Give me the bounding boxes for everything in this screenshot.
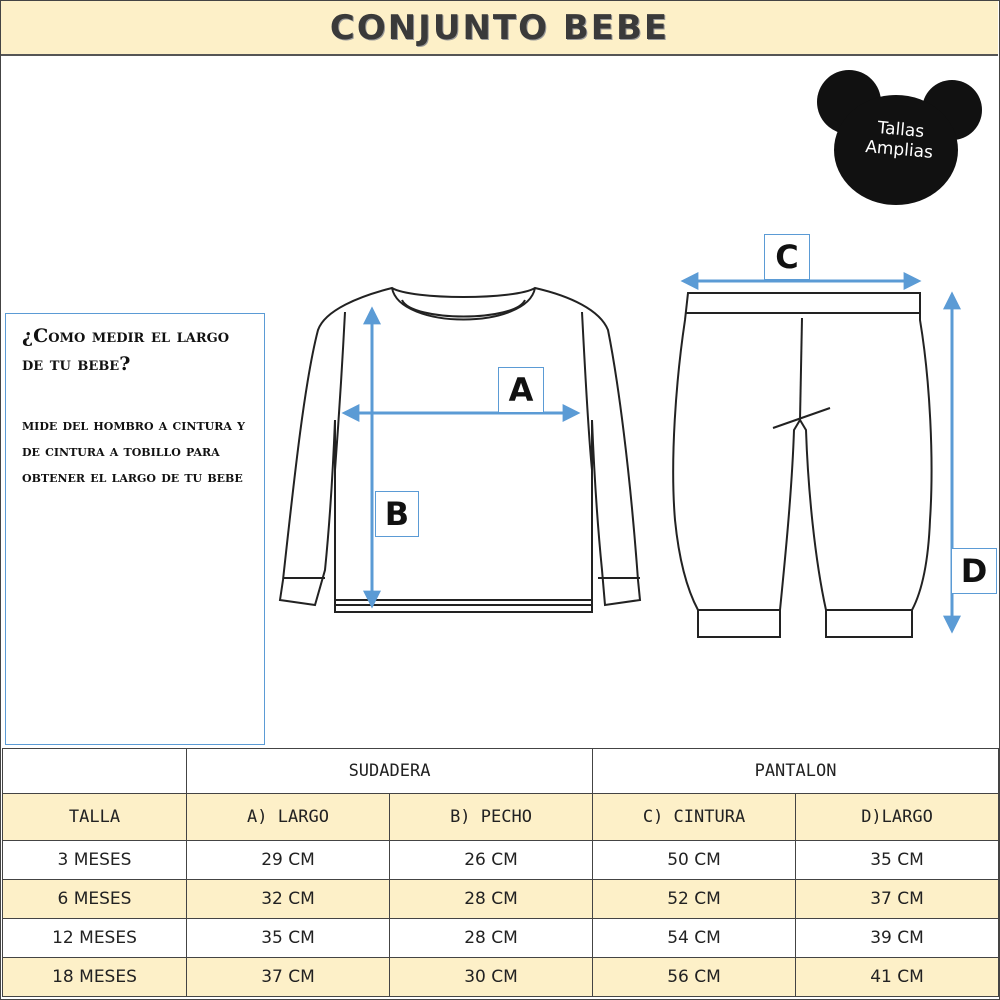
talla-cell: 18 MESES — [3, 958, 187, 997]
sudadera-largo-cell: 29 CM — [187, 841, 390, 880]
talla-cell: 12 MESES — [3, 919, 187, 958]
talla-cell: 6 MESES — [3, 880, 187, 919]
table-row — [3, 919, 999, 958]
table-row — [3, 958, 999, 997]
column-header-a-largo: A) LARGO — [187, 794, 390, 841]
table-row — [3, 841, 999, 880]
label-c: C — [764, 234, 810, 280]
column-header-talla: TALLA — [3, 794, 187, 841]
pantalon-largo-cell: 41 CM — [796, 958, 999, 997]
pantalon-cintura-cell: 54 CM — [593, 919, 796, 958]
badge-label — [848, 116, 951, 165]
talla-cell: 3 MESES — [3, 841, 187, 880]
pantalon-cintura-cell: 56 CM — [593, 958, 796, 997]
sudadera-pecho-cell: 30 CM — [390, 958, 593, 997]
badge-line-2: Amplias — [864, 137, 934, 163]
pantalon-cintura-cell: 52 CM — [593, 880, 796, 919]
sudadera-pecho-cell: 26 CM — [390, 841, 593, 880]
pantalon-largo-cell: 37 CM — [796, 880, 999, 919]
pantalon-largo-cell: 35 CM — [796, 841, 999, 880]
column-header-b-pecho: B) PECHO — [390, 794, 593, 841]
pants-drawing — [673, 293, 931, 637]
label-d: D — [951, 548, 997, 594]
sudadera-largo-cell: 35 CM — [187, 919, 390, 958]
measuring-instructions — [5, 313, 265, 745]
sudadera-largo-cell: 37 CM — [187, 958, 390, 997]
group-empty-cell — [3, 749, 187, 794]
sudadera-pecho-cell: 28 CM — [390, 919, 593, 958]
pantalon-cintura-cell: 50 CM — [593, 841, 796, 880]
group-pantalon: PANTALON — [593, 749, 999, 794]
pantalon-largo-cell: 39 CM — [796, 919, 999, 958]
column-header-row — [3, 794, 999, 841]
page-title: CONJUNTO BEBE — [329, 7, 670, 48]
label-a: A — [498, 367, 544, 413]
group-sudadera: SUDADERA — [187, 749, 593, 794]
instructions-question: ¿Como medir el largo de tu bebe? — [22, 325, 230, 375]
size-table — [2, 748, 999, 997]
label-b: B — [375, 491, 419, 537]
table-row — [3, 880, 999, 919]
column-header-d-largo: D)LARGO — [796, 794, 999, 841]
column-header-c-cintura: C) CINTURA — [593, 794, 796, 841]
sudadera-pecho-cell: 28 CM — [390, 880, 593, 919]
sweatshirt-drawing — [280, 288, 640, 612]
badge-line-1: Tallas — [876, 118, 926, 143]
group-header-row — [3, 749, 999, 794]
sudadera-largo-cell: 32 CM — [187, 880, 390, 919]
instructions-answer: mide del hombro a cintura y de cintura a tobillo para obtener el largo de tu bebe — [22, 416, 245, 486]
